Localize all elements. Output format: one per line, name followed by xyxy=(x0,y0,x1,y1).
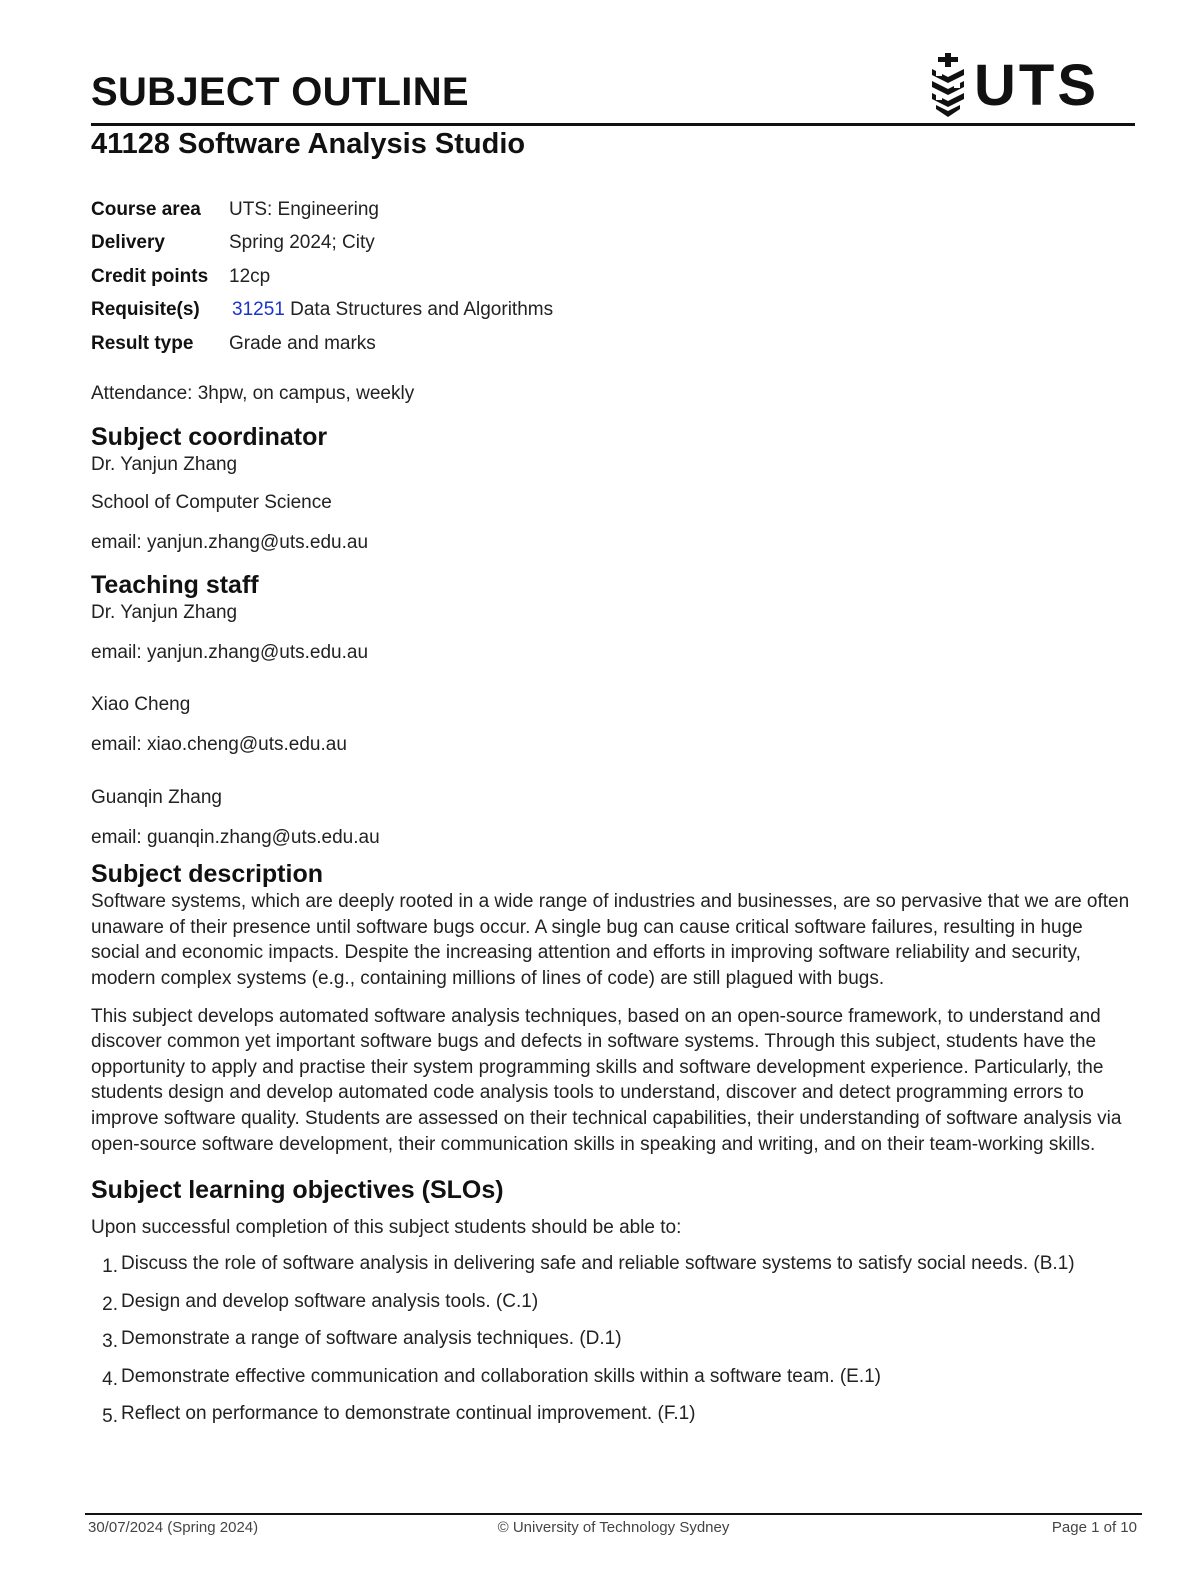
detail-value: 12cp xyxy=(229,265,271,287)
detail-row-result-type xyxy=(91,327,553,361)
footer-copyright: © University of Technology Sydney xyxy=(497,1519,730,1536)
description-paragraph: This subject develops automated software analysis techniques, based on an open-source framework, to understand and discover common yet important software bugs and defects in software systems. Through this subject, students have the opportunity to apply and practise their system programming skills and software development experience. Particularly, the students design and develop automated code analysis tools to understand, discover and detect programming errors to improve software quality. Students are assessed on their technical capabilities, their understanding of software analysis via open-source software development, their communication skills in speaking and writing, and on their team-working skills. xyxy=(91,1005,1122,1155)
requisite-link[interactable]: 31251 xyxy=(232,299,285,321)
list-item xyxy=(91,1291,1135,1329)
list-item xyxy=(91,1253,1135,1291)
objectives-intro: Upon successful completion of this subject students should be able to: xyxy=(91,1217,682,1239)
objectives-list xyxy=(91,1253,1135,1441)
title-divider xyxy=(91,123,1135,126)
staff-email: email: guanqin.zhang@uts.edu.au xyxy=(91,827,380,848)
detail-row-course-area xyxy=(91,193,553,227)
coordinator-name: Dr. Yanjun Zhang xyxy=(91,454,238,475)
staff-name: Guanqin Zhang xyxy=(91,787,222,808)
detail-value: UTS: Engineering xyxy=(229,198,379,220)
teaching-staff-heading: Teaching staff xyxy=(91,571,259,599)
detail-row-credit-points xyxy=(91,260,553,294)
detail-value xyxy=(229,294,553,328)
item-text: Demonstrate a range of software analysis techniques. (D.1) xyxy=(121,1328,622,1350)
requisite-name: Data Structures and Algorithms xyxy=(290,299,554,321)
uts-crest-icon xyxy=(928,51,968,121)
item-text: Reflect on performance to demonstrate continual improvement. (F.1) xyxy=(121,1403,696,1425)
detail-row-delivery xyxy=(91,227,553,261)
detail-value: Grade and marks xyxy=(229,332,376,354)
detail-row-requisites xyxy=(91,294,553,328)
coordinator-school: School of Computer Science xyxy=(91,492,332,513)
item-number: 1. xyxy=(102,1256,118,1278)
page-title: SUBJECT OUTLINE xyxy=(91,70,469,114)
logo-text: UTS xyxy=(974,53,1099,118)
detail-key: Delivery xyxy=(91,232,165,254)
description-heading: Subject description xyxy=(91,860,323,888)
footer-page-number: Page 1 of 10 xyxy=(1051,1519,1137,1536)
footer-divider xyxy=(85,1513,1142,1515)
subject-details-table xyxy=(91,193,553,361)
detail-key: Course area xyxy=(91,198,201,220)
item-text: Design and develop software analysis tools. (C.1) xyxy=(121,1290,539,1312)
item-number: 2. xyxy=(102,1293,118,1315)
detail-value: Spring 2024; City xyxy=(229,232,375,254)
item-number: 5. xyxy=(102,1406,118,1428)
list-item xyxy=(91,1328,1135,1366)
subject-heading: 41128 Software Analysis Studio xyxy=(91,128,526,160)
detail-key: Requisite(s) xyxy=(91,299,200,321)
staff-email: email: xiao.cheng@uts.edu.au xyxy=(91,734,347,755)
footer-date: 30/07/2024 (Spring 2024) xyxy=(88,1519,259,1536)
staff-name: Dr. Yanjun Zhang xyxy=(91,602,238,623)
attendance-text: Attendance: 3hpw, on campus, weekly xyxy=(91,383,415,404)
item-number: 3. xyxy=(102,1331,118,1353)
coordinator-email: email: yanjun.zhang@uts.edu.au xyxy=(91,532,369,553)
detail-key: Result type xyxy=(91,332,194,354)
description-paragraph: Software systems, which are deeply rooted in a wide range of industries and businesses, are so pervasive that we are often unaware of their presence until software bugs occur. A single bug can cause critical software failures, resulting in huge social and economic impacts. Despite the increasing attention and efforts in improving software reliability and security, modern complex systems (e.g., containing millions of lines of code) are still plagued with bugs. xyxy=(91,891,1130,989)
staff-name: Xiao Cheng xyxy=(91,694,191,715)
detail-key: Credit points xyxy=(91,265,209,287)
coordinator-heading: Subject coordinator xyxy=(91,423,328,451)
uts-logo xyxy=(928,50,1099,122)
list-item xyxy=(91,1366,1135,1404)
item-number: 4. xyxy=(102,1368,118,1390)
objectives-heading: Subject learning objectives (SLOs) xyxy=(91,1176,504,1205)
list-item xyxy=(91,1403,1135,1441)
main-content xyxy=(91,378,1135,1441)
staff-email: email: yanjun.zhang@uts.edu.au xyxy=(91,642,369,663)
item-text: Discuss the role of software analysis in delivering safe and reliable software systems to satisfy social needs. (B.1) xyxy=(121,1253,1075,1275)
item-text: Demonstrate effective communication and collaboration skills within a software team. (E.1) xyxy=(121,1365,881,1387)
